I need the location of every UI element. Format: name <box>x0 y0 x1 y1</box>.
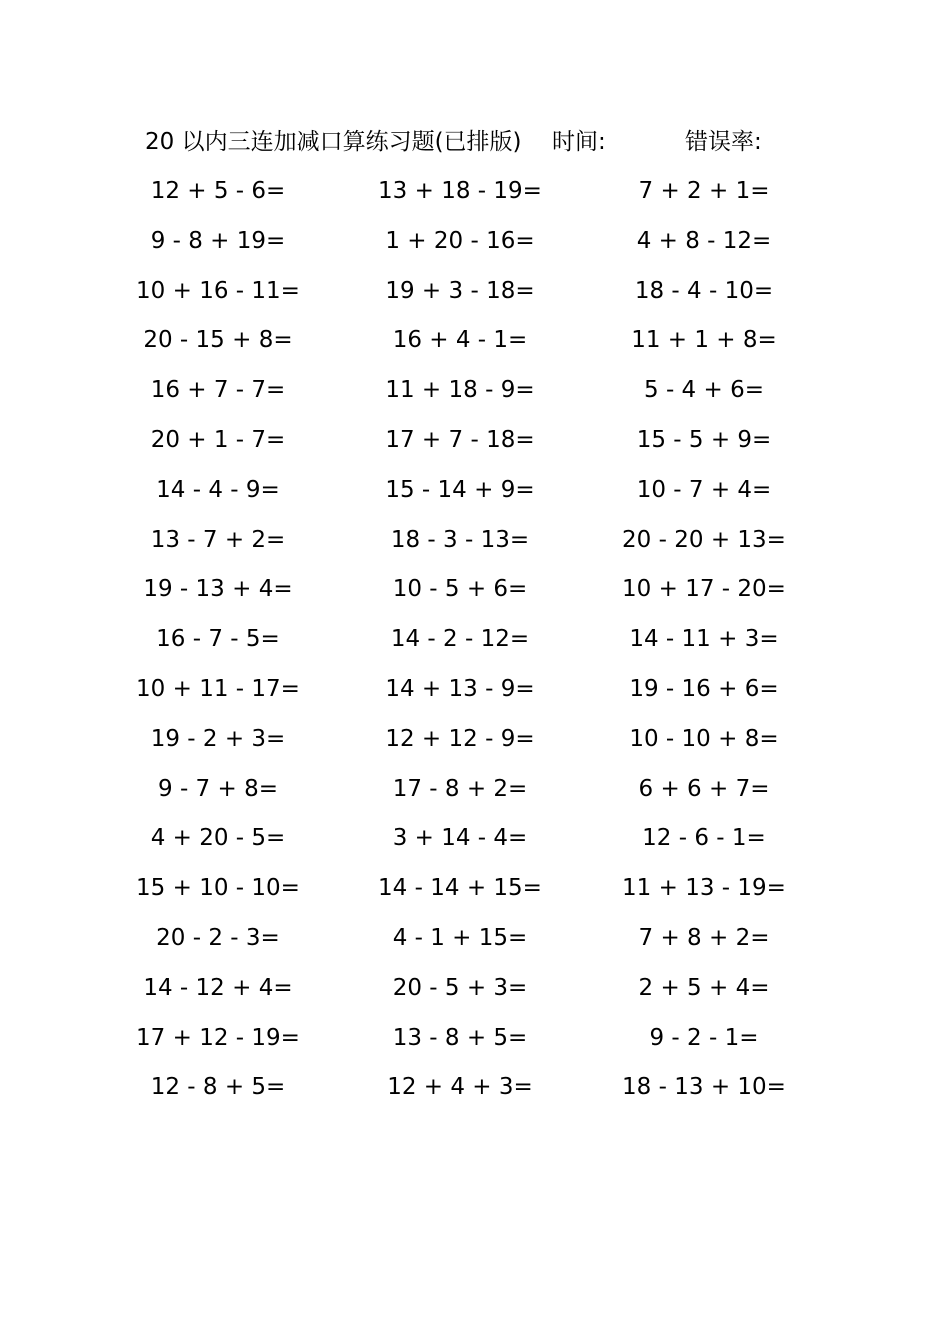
problem-cell: 18 - 4 - 10= <box>634 277 774 304</box>
problem-cell: 10 + 16 - 11= <box>136 277 300 304</box>
problem-row <box>0 970 950 1020</box>
worksheet-header <box>0 124 950 160</box>
problem-cell: 7 + 2 + 1= <box>638 178 770 204</box>
problem-row <box>0 372 950 422</box>
problem-row <box>0 671 950 721</box>
problem-cell: 17 + 12 - 19= <box>136 1024 300 1051</box>
problem-cell: 12 - 8 + 5= <box>150 1074 286 1101</box>
problem-grid <box>0 173 950 1119</box>
problem-cell: 10 - 7 + 4= <box>636 476 772 503</box>
problem-cell: 14 - 4 - 9= <box>156 476 280 503</box>
problem-cell: 4 + 8 - 12= <box>636 227 772 254</box>
problem-cell: 13 + 18 - 19= <box>378 178 542 204</box>
problem-cell: 19 + 3 - 18= <box>385 277 535 304</box>
problem-cell: 16 - 7 - 5= <box>156 626 280 653</box>
problem-cell: 14 - 2 - 12= <box>390 626 530 653</box>
problem-cell: 13 - 8 + 5= <box>392 1024 528 1051</box>
problem-row <box>0 422 950 472</box>
problem-cell: 14 - 14 + 15= <box>378 875 542 902</box>
problem-cell: 11 + 13 - 19= <box>622 875 786 902</box>
problem-cell: 10 + 17 - 20= <box>622 576 786 603</box>
problem-cell: 16 + 4 - 1= <box>392 327 528 354</box>
problem-cell: 9 - 2 - 1= <box>649 1024 759 1051</box>
problem-row <box>0 322 950 372</box>
problem-cell: 20 - 15 + 8= <box>143 327 293 354</box>
problem-cell: 13 - 7 + 2= <box>150 526 286 553</box>
problem-row <box>0 173 950 223</box>
problem-cell: 17 + 7 - 18= <box>385 426 535 453</box>
time-label: 时间: <box>552 129 606 155</box>
problem-cell: 15 + 10 - 10= <box>136 875 300 902</box>
problem-cell: 20 - 2 - 3= <box>156 924 280 951</box>
worksheet-title: 20 以内三连加减口算练习题(已排版) <box>145 129 522 155</box>
problem-cell: 10 + 11 - 17= <box>136 675 300 702</box>
problem-cell: 9 - 8 + 19= <box>150 227 286 254</box>
problem-cell: 11 + 18 - 9= <box>385 377 535 404</box>
problem-cell: 12 + 4 + 3= <box>387 1074 533 1101</box>
problem-cell: 10 - 5 + 6= <box>392 576 528 603</box>
problem-cell: 6 + 6 + 7= <box>638 775 770 802</box>
error-rate-label: 错误率: <box>685 129 762 155</box>
problem-cell: 12 + 12 - 9= <box>385 725 535 752</box>
problem-cell: 16 + 7 - 7= <box>150 377 286 404</box>
problem-row <box>0 571 950 621</box>
problem-row <box>0 721 950 771</box>
problem-cell: 20 + 1 - 7= <box>150 426 286 453</box>
problem-row <box>0 273 950 323</box>
problem-cell: 11 + 1 + 8= <box>631 327 777 354</box>
problem-cell: 9 - 7 + 8= <box>158 775 278 802</box>
problem-row <box>0 223 950 273</box>
problem-cell: 18 - 13 + 10= <box>622 1074 786 1101</box>
problem-cell: 15 - 14 + 9= <box>385 476 535 503</box>
problem-row <box>0 1069 950 1119</box>
problem-cell: 1 + 20 - 16= <box>385 227 535 254</box>
problem-cell: 12 + 5 - 6= <box>150 178 286 204</box>
problem-row <box>0 771 950 821</box>
problem-cell: 19 - 16 + 6= <box>629 675 779 702</box>
problem-row <box>0 870 950 920</box>
problem-cell: 4 + 20 - 5= <box>150 825 286 852</box>
problem-cell: 14 - 12 + 4= <box>143 974 293 1001</box>
problem-row <box>0 920 950 970</box>
problem-cell: 14 - 11 + 3= <box>629 626 779 653</box>
problem-cell: 5 - 4 + 6= <box>644 377 764 404</box>
problem-row <box>0 820 950 870</box>
problem-cell: 20 - 5 + 3= <box>392 974 528 1001</box>
problem-row <box>0 621 950 671</box>
problem-cell: 14 + 13 - 9= <box>385 675 535 702</box>
problem-cell: 19 - 2 + 3= <box>150 725 286 752</box>
problem-cell: 12 - 6 - 1= <box>642 825 766 852</box>
problem-cell: 2 + 5 + 4= <box>638 974 770 1001</box>
problem-cell: 3 + 14 - 4= <box>392 825 528 852</box>
problem-cell: 17 - 8 + 2= <box>392 775 528 802</box>
problem-cell: 7 + 8 + 2= <box>638 924 770 951</box>
problem-cell: 4 - 1 + 15= <box>392 924 528 951</box>
problem-row <box>0 472 950 522</box>
problem-cell: 18 - 3 - 13= <box>390 526 530 553</box>
problem-row <box>0 1020 950 1070</box>
problem-row <box>0 522 950 572</box>
problem-cell: 10 - 10 + 8= <box>629 725 779 752</box>
problem-cell: 20 - 20 + 13= <box>622 526 786 553</box>
problem-cell: 19 - 13 + 4= <box>143 576 293 603</box>
problem-cell: 15 - 5 + 9= <box>636 426 772 453</box>
